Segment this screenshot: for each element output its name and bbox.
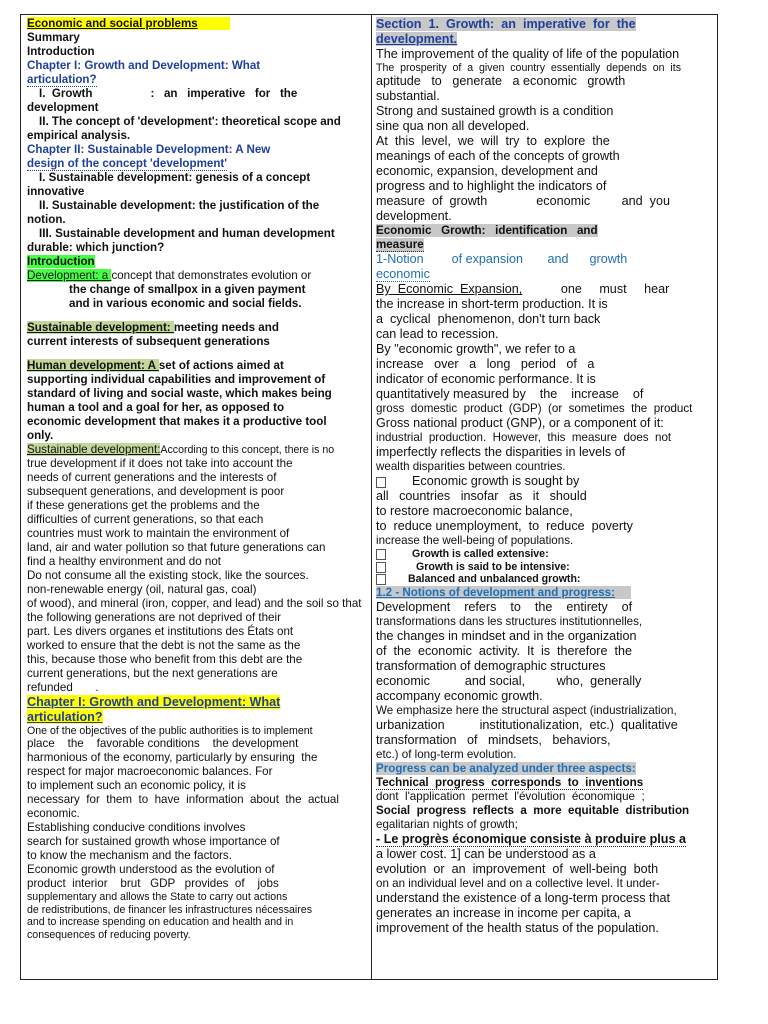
sd-line: difficulties of current generations, so that each: [27, 513, 264, 526]
bullet-box-icon: [376, 477, 386, 488]
toc-item-s2-cont: notion.: [27, 213, 66, 226]
sd-line: of wood), and mineral (iron, copper, and lead) and the soil so that: [27, 597, 362, 610]
sd-line: subsequent generations, and development is poor: [27, 485, 285, 498]
chapter-1-paragraph: [27, 725, 367, 941]
toc-item-s3-cont: durable: which junction?: [27, 241, 165, 254]
development-paragraph: [376, 600, 713, 762]
right-column: [372, 15, 717, 979]
sd-line: part. Les divers organes et institutions des États ont: [27, 625, 294, 638]
def-development-3: and in various economic and social fields.: [69, 297, 302, 310]
sd-line: worked to ensure that the debt is not the same as the: [27, 639, 301, 652]
sd-line: Do not consume all the existing stock, like the sources.: [27, 569, 309, 582]
chapter-1-heading: Chapter I: Growth and Development: What: [27, 695, 281, 709]
sought-text: increase the well-being of populations.: [376, 534, 574, 548]
section-1-heading: Section 1. Growth: an imperative for the: [376, 17, 636, 31]
development-text: accompany economic growth.: [376, 688, 543, 703]
toc-item-i1[interactable]: I. Growth : an imperative for the: [39, 87, 298, 100]
sd-line: refunded .: [27, 681, 99, 694]
section-1-heading-cont: development.: [376, 32, 458, 46]
expansion-text: industrial production. However, this measure does not: [376, 431, 672, 445]
ch1-line: de redistributions, de financer les infrastructures nécessaires: [27, 903, 312, 916]
section-1-line: economic, expansion, development and: [376, 164, 598, 179]
development-text: of the economic activity. It is therefore the: [376, 643, 632, 658]
expansion-text: By "economic growth", we refer to a: [376, 342, 576, 357]
bullet-box-icon: [376, 549, 386, 560]
development-text: economic and social, who, generally: [376, 673, 642, 688]
toc-item-ii1-cont: empirical analysis.: [27, 129, 131, 142]
expansion-text: imperfectly reflects the disparities in levels of: [376, 445, 626, 460]
sought-text: to reduce unemployment, to reduce poverty: [376, 519, 633, 534]
development-text: the changes in mindset and in the organization: [376, 628, 637, 643]
toc-item-s1-cont: innovative: [27, 185, 85, 198]
toc-item-ii1[interactable]: II. The concept of 'development': theoretical scope and: [39, 115, 341, 128]
section-1-line: meanings of each of the concepts of growth: [376, 149, 620, 164]
ch1-line: Establishing conducive conditions involves: [27, 821, 246, 835]
development-text: We emphasize here the structural aspect (industrialization,: [376, 703, 677, 717]
technical-progress: Technical progress corresponds to inventions: [376, 775, 644, 789]
expansion-text: can lead to recession.: [376, 327, 499, 342]
ch1-line: and to increase spending on education and health and in: [27, 916, 294, 929]
expansion-text: indicator of economic performance. It is: [376, 372, 596, 387]
def-human-4: human a tool and a goal for her, as opposed to: [27, 401, 285, 414]
section-1-line: development.: [376, 209, 452, 224]
expansion-text: gross domestic product (GDP) (or sometimes the product: [376, 402, 693, 416]
development-text: transformation of demographic structures: [376, 658, 606, 673]
sd-line: if these generations get the problems and the: [27, 499, 260, 512]
economic-progress-text: understand the existence of a long-term process that: [376, 890, 671, 905]
development-text: etc.) of long-term evolution.: [376, 747, 517, 761]
intro-heading: Introduction: [27, 45, 95, 58]
notion-1-heading-cont: economic: [376, 267, 430, 282]
bullet-extensive: Growth is called extensive:: [376, 548, 713, 560]
notion-1-heading: 1-Notion of expansion and growth: [376, 252, 628, 267]
expansion-text: the increase in short-term production. It is: [376, 297, 608, 312]
growth-id-heading-cont: measure: [376, 238, 424, 252]
section-1-line: The prosperity of a given country essentially depends on its: [376, 62, 682, 74]
bullet-box-icon: [376, 574, 386, 585]
section-1-line: progress and to highlight the indicators of: [376, 179, 607, 194]
expansion-line: By Economic Expansion, one must hear: [376, 282, 670, 297]
left-column: [21, 15, 372, 979]
sought-line: Economic growth is sought by: [376, 474, 713, 489]
section-1-line: The improvement of the quality of life of the population: [376, 47, 680, 61]
economic-progress-text: evolution or an improvement of well-being both: [376, 861, 659, 876]
expansion-text: quantitatively measured by the increase of: [376, 387, 644, 402]
doc-title: Economic and social problems: [27, 17, 367, 31]
section-1-line: sine qua non all developed.: [376, 119, 530, 134]
ch1-line: place the favorable conditions the development: [27, 737, 299, 751]
technical-progress-cont: dont l'application permet l'évolution économique ;: [376, 789, 645, 803]
ch1-line: to know the mechanism and the factors.: [27, 849, 232, 863]
toc-chapter-2-cont[interactable]: design of the concept 'development': [27, 157, 228, 170]
sd-line: the following generations are not deprived of their: [27, 611, 281, 624]
def-sustainable-2: current interests of subsequent generations: [27, 335, 270, 348]
toc-chapter-1[interactable]: Chapter I: Growth and Development: What: [27, 59, 261, 72]
section-1-line: substantial.: [376, 89, 440, 104]
ch1-line: product interior brut GDP provides of jobs: [27, 877, 279, 891]
ch1-line: respect for major macroeconomic balances. For: [27, 765, 273, 779]
bullet-box-icon: [376, 562, 386, 573]
notion-12-heading: 1.2 - Notions of development and progress:: [376, 586, 713, 600]
expansion-text: wealth disparities between countries.: [376, 460, 566, 474]
ch1-line: harmonious of the economy, particularly by ensuring the: [27, 751, 318, 765]
sd-line: countries must work to maintain the environment of: [27, 527, 290, 540]
toc-item-s2[interactable]: II. Sustainable development: the justification of the: [39, 199, 320, 212]
section-1-line: aptitude to generate a economic growth: [376, 74, 626, 89]
section-1-line: At this level, we will try to explore the: [376, 134, 610, 149]
sd-paragraph: [27, 457, 367, 695]
expansion-text: Gross national product (GNP), or a component of it:: [376, 416, 664, 431]
economic-progress-text: a lower cost. 1] can be understood as a: [376, 846, 596, 861]
economic-progress-text: improvement of the health status of the population.: [376, 920, 659, 935]
toc-item-s1[interactable]: I. Sustainable development: genesis of a concept: [39, 171, 311, 184]
sd-line: true development if it does not take into account the: [27, 457, 293, 470]
chapter-1-heading-cont: articulation?: [27, 710, 103, 724]
development-text: transformations dans les structures institutionnelles,: [376, 614, 643, 628]
toc-item-s3[interactable]: III. Sustainable development and human development: [39, 227, 335, 240]
sd-line: non-renewable energy (oil, natural gas, coal): [27, 583, 257, 596]
expansion-text: a cyclical phenomenon, don't turn back: [376, 312, 601, 327]
social-progress: Social progress reflects a more equitable distribution: [376, 803, 690, 817]
economic-progress-text: on an individual level and on a collective level. It under-: [376, 876, 660, 890]
sd-line: land, air and water pollution so that future generations can: [27, 541, 326, 554]
def-human-2: supporting individual capabilities and improvement of: [27, 373, 326, 386]
expansion-text: increase over a long period of a: [376, 357, 595, 372]
def-sustainable: Sustainable development: meeting needs and: [27, 321, 279, 334]
summary-heading: Summary: [27, 31, 80, 44]
ch1-line: supplementary and allows the State to carry out actions: [27, 891, 288, 904]
ch1-line: necessary for them to have information about the actual: [27, 793, 339, 807]
sought-text: to restore macroeconomic balance,: [376, 504, 573, 519]
ch1-line: Economic growth understood as the evolution of: [27, 863, 275, 877]
progress-heading: Progress can be analyzed under three aspects:: [376, 761, 636, 775]
economic-progress-text: generates an increase in income per capita, a: [376, 905, 631, 920]
ch1-line: search for sustained growth whose importance of: [27, 835, 280, 849]
ch1-line: consequences of reducing poverty.: [27, 928, 191, 941]
def-development-2: the change of smallpox in a given payment: [69, 283, 306, 296]
development-text: Development refers to the entirety of: [376, 599, 633, 614]
bullet-balanced: Balanced and unbalanced growth:: [376, 573, 713, 585]
section-1-line: measure of growth economic and you: [376, 194, 670, 209]
social-progress-cont: egalitarian nights of growth;: [376, 817, 518, 831]
def-human: Human development: A set of actions aimed at: [27, 359, 284, 372]
def-human-6: only.: [27, 429, 54, 442]
development-text: transformation of mindsets, behaviors,: [376, 732, 611, 747]
ch1-line: economic.: [27, 807, 80, 821]
sd-paragraph-head: Sustainable development:According to this concept, there is no: [27, 443, 335, 456]
sd-line: needs of current generations and the interests of: [27, 471, 277, 484]
def-human-3: standard of living and social waste, which makes being: [27, 387, 332, 400]
development-text: urbanization institutionalization, etc.) qualitative: [376, 717, 678, 732]
ch1-line: One of the objectives of the public authorities is to implement: [27, 725, 313, 737]
economic-progress: - Le progrès économique consiste à produire plus a: [376, 831, 687, 846]
section-1-line: Strong and sustained growth is a condition: [376, 104, 614, 119]
expansion-paragraph: [376, 297, 713, 474]
intro-heading-2: Introduction: [27, 255, 95, 268]
growth-id-heading: Economic Growth: identification and: [376, 224, 598, 238]
sd-line: this, because those who benefit from this debt are the: [27, 653, 303, 666]
document-page: [20, 14, 718, 980]
ch1-line: to implement such an economic policy, it is: [27, 779, 246, 793]
sd-line: current generations, but the next generations are: [27, 667, 278, 680]
toc-chapter-2[interactable]: Chapter II: Sustainable Development: A New: [27, 143, 271, 156]
toc-item-i1-cont: development: [27, 101, 99, 114]
sought-text: all countries insofar as it should: [376, 489, 587, 504]
def-development: Development: a concept that demonstrates evolution or: [27, 269, 312, 282]
def-human-5: economic development that makes it a productive tool: [27, 415, 327, 428]
sd-line: find a healthy environment and do not: [27, 555, 222, 568]
toc-chapter-1-cont[interactable]: articulation?: [27, 73, 97, 86]
bullet-intensive: Growth is said to be intensive:: [376, 561, 713, 573]
